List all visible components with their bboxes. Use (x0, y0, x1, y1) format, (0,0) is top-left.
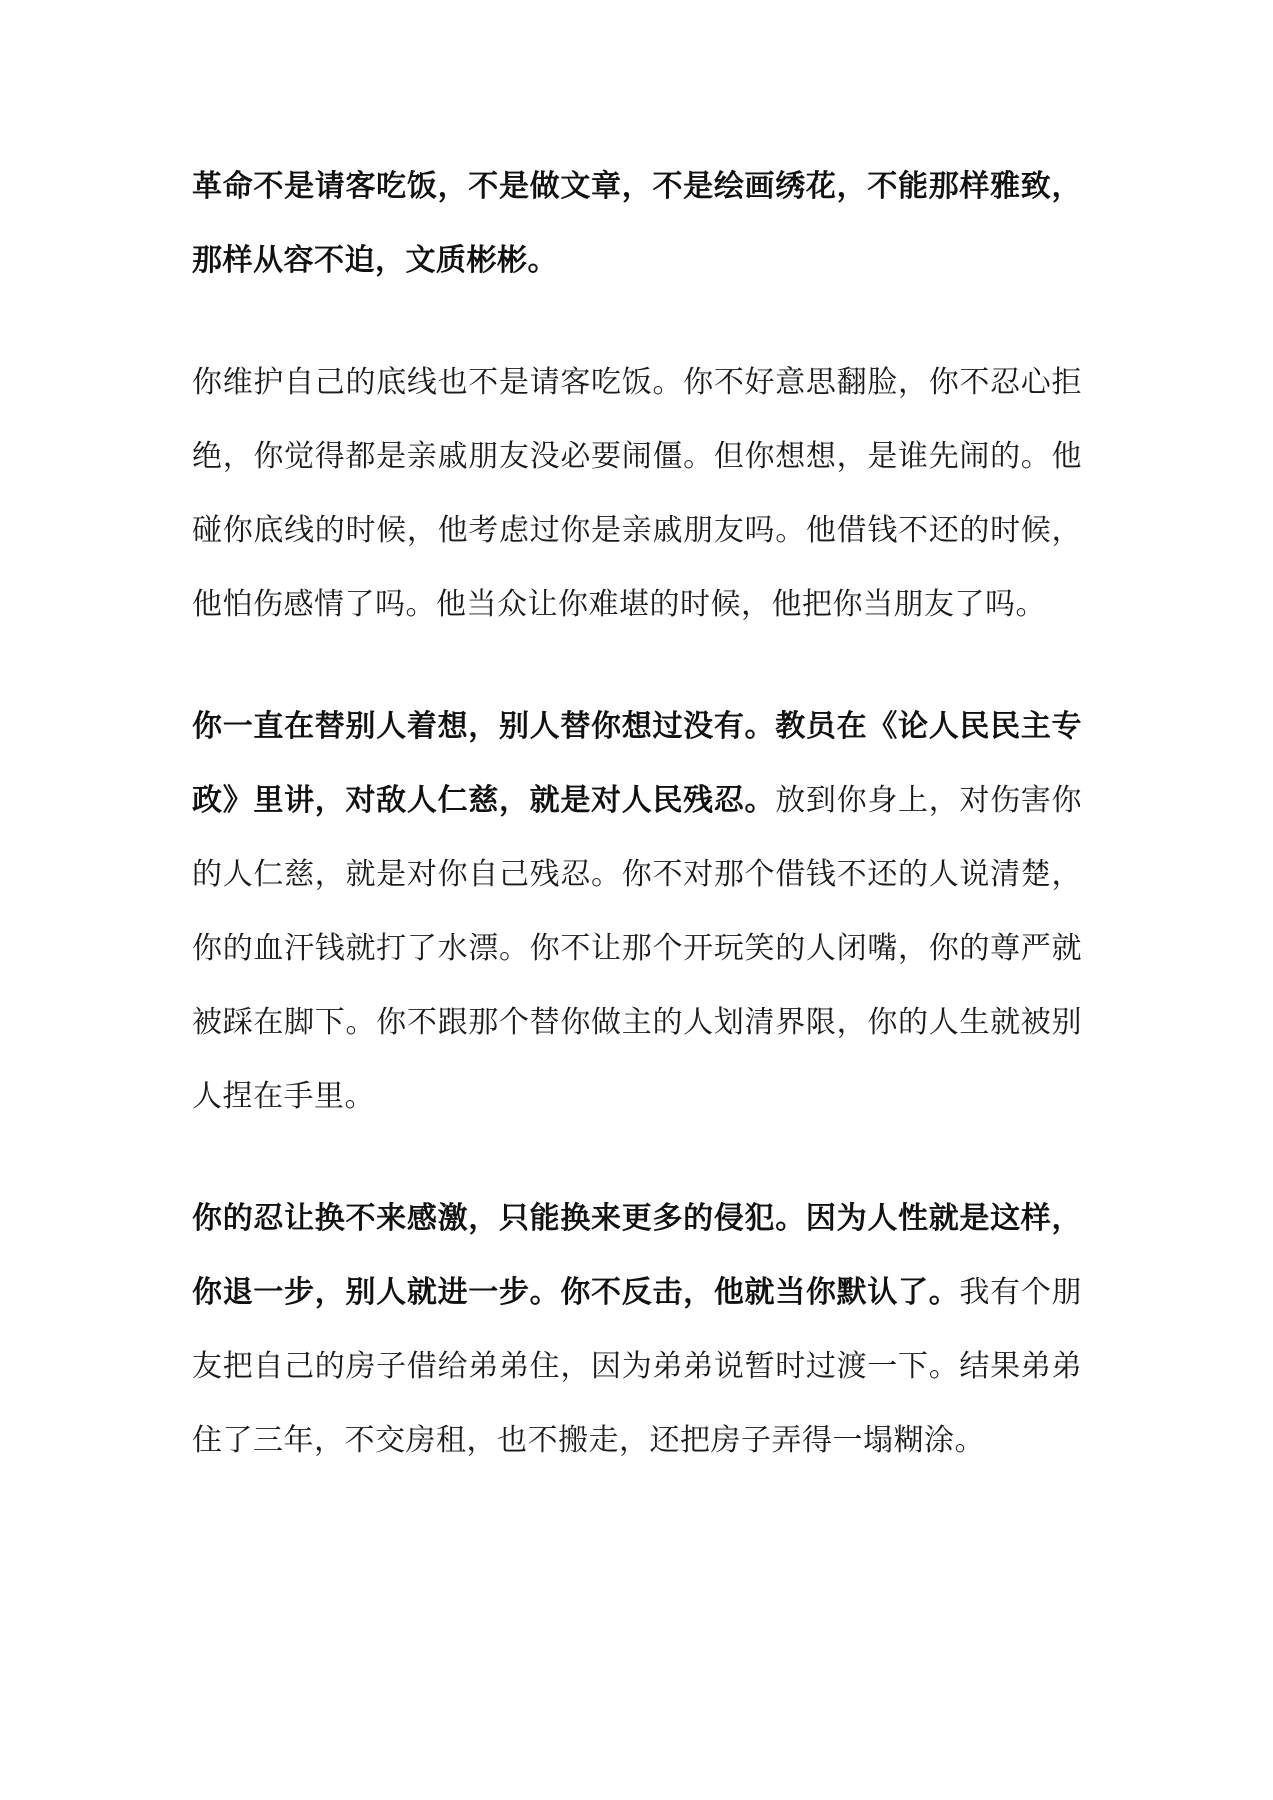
paragraph-2 (192, 346, 1082, 642)
bold-text: 革命不是请客吃饭，不是做文章，不是绘画绣花，不能那样雅致，那样从容不迫，文质彬彬。 (192, 169, 1082, 278)
bold-text: 你的忍让换不来感激，只能换来更多的侵犯。因为人性就是这样，你退一步，别人就进一步。你不反击，他就当你默认了。 (192, 1201, 1082, 1310)
paragraph-4 (192, 1182, 1082, 1478)
paragraph-3 (192, 690, 1082, 1134)
body-text: 我有个朋友把自己的房子借给弟弟住，因为弟弟说暂时过渡一下。结果弟弟住了三年，不交房租，也不搬走，还把房子弄得一塌糊涂。 (192, 1275, 1083, 1458)
paragraph-1 (192, 150, 1082, 298)
body-text: 放到你身上，对伤害你的人仁慈，就是对你自己残忍。你不对那个借钱不还的人说清楚，你的血汗钱就打了水漂。你不让那个开玩笑的人闭嘴，你的尊严就被踩在脚下。你不跟那个替你做主的人划清界限，你的人生就被别人捏在手里。 (192, 783, 1083, 1114)
bold-text: 你一直在替别人着想，别人替你想过没有。教员在《论人民民主专政》里讲，对敌人仁慈，就是对人民残忍。 (192, 709, 1082, 818)
article-body (192, 150, 1082, 1526)
body-text: 你维护自己的底线也不是请客吃饭。你不好意思翻脸，你不忍心拒绝，你觉得都是亲戚朋友没必要闹僵。但你想想，是谁先闹的。他碰你底线的时候，他考虑过你是亲戚朋友吗。他借钱不还的时候，他怕伤感情了吗。他当众让你难堪的时候，他把你当朋友了吗。 (192, 365, 1082, 622)
